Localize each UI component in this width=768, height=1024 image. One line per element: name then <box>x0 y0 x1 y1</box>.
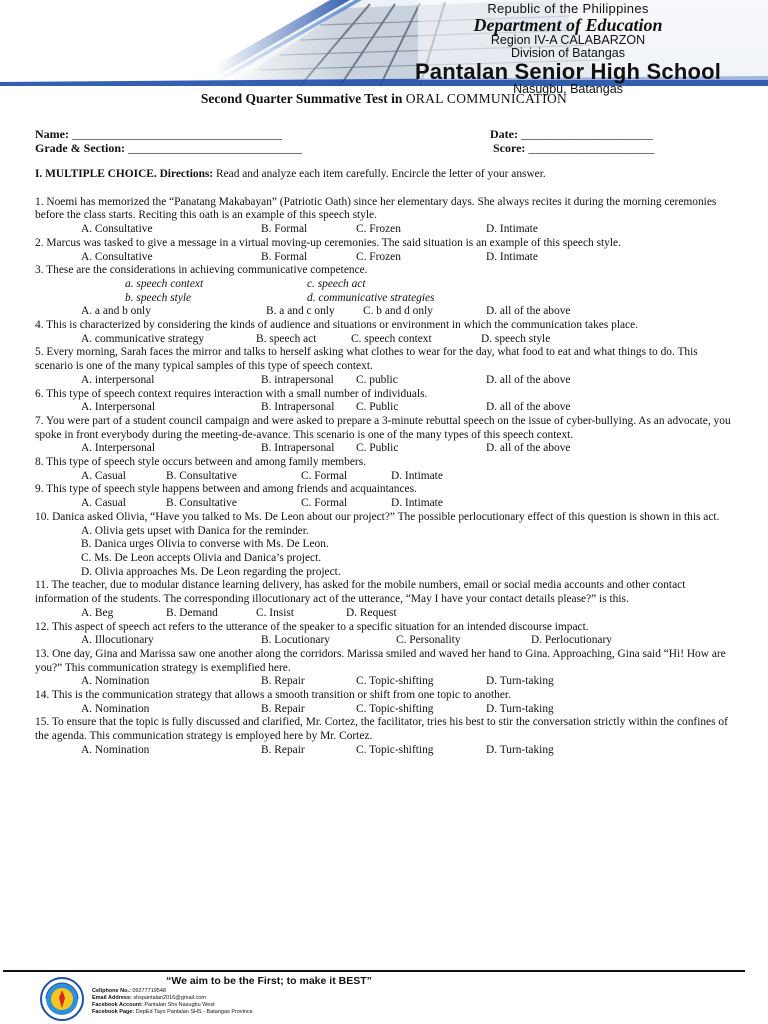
question-stem: 9. This type of speech style happens between and among friends and acquaintances. <box>35 483 417 496</box>
answer-option[interactable]: D. speech style <box>481 332 551 345</box>
answer-option[interactable]: C. Insist <box>256 606 294 619</box>
answer-option[interactable]: C. Topic-shifting <box>356 702 434 715</box>
answer-option[interactable]: C. Public <box>356 442 399 455</box>
answer-options <box>35 305 735 319</box>
letterhead <box>0 0 768 96</box>
name-blank[interactable]: ___________________________________ <box>71 127 282 141</box>
answer-option[interactable]: A. interpersonal <box>81 373 155 386</box>
contact-value: DepEd Tayo Pantalan SHS - Batangas Province <box>134 1009 253 1015</box>
answer-option[interactable]: A. Consultative <box>81 223 153 236</box>
answer-option[interactable]: D. Olivia approaches Ms. De Leon regarding the project. <box>81 565 341 578</box>
answer-option[interactable]: B. Formal <box>261 223 308 236</box>
answer-option[interactable]: C. Frozen <box>356 223 401 236</box>
test-content <box>35 168 735 758</box>
contact-value: shspantalan2016@gmail.com <box>131 995 206 1001</box>
sub-option: b. speech style <box>125 291 192 304</box>
directions <box>35 168 735 182</box>
answer-option[interactable]: A. Nomination <box>81 702 150 715</box>
answer-option[interactable]: B. Consultative <box>166 497 237 510</box>
answer-option[interactable]: B. Demand <box>166 606 218 619</box>
grade-section-field[interactable] <box>35 141 302 156</box>
answer-option[interactable]: B. Formal <box>261 250 308 263</box>
answer-option[interactable]: D. Intimate <box>391 497 443 510</box>
answer-option[interactable]: A. communicative strategy <box>81 332 205 345</box>
title-subject: ORAL COMMUNICATION <box>405 91 568 106</box>
grade-blank[interactable]: _____________________________ <box>127 141 302 155</box>
answer-options <box>35 374 735 388</box>
answer-option[interactable]: A. Illocutionary <box>81 634 154 647</box>
answer-option[interactable]: A. Nomination <box>81 675 150 688</box>
answer-option[interactable]: D. all of the above <box>486 442 571 455</box>
answer-option[interactable]: B. Danica urges Olivia to converse with Ms. De Leon. <box>81 538 329 551</box>
answer-option[interactable]: D. Perlocutionary <box>531 634 612 647</box>
answer-option[interactable]: C. Formal <box>301 469 348 482</box>
answer-option[interactable]: D. Turn-taking <box>486 743 554 756</box>
sub-option: d. communicative strategies <box>307 291 435 304</box>
answer-option[interactable]: D. all of the above <box>486 401 571 414</box>
answer-option[interactable]: B. Intrapersonal <box>261 442 335 455</box>
answer-option[interactable]: C. Topic-shifting <box>356 675 434 688</box>
sub-option: c. speech act <box>307 277 366 290</box>
contact-label: Facebook Account: <box>92 1002 143 1008</box>
score-label: Score: <box>493 141 526 155</box>
answer-option[interactable]: A. Olivia gets upset with Danica for the reminder. <box>81 524 309 537</box>
directions-heading: I. MULTIPLE CHOICE. Directions: <box>35 168 214 180</box>
answer-option[interactable]: B. Repair <box>261 702 305 715</box>
school-motto <box>0 975 768 987</box>
question-stem: 13. One day, Gina and Marissa saw one another along the corridors. Marissa smiled and waved her hand to Gina. Approaching, Gina said “Hi! How are you?” This communication strategy is exemplified here. <box>35 647 726 674</box>
contact-value: 09277719548 <box>130 988 166 994</box>
school-name: Pantalan Senior High School <box>414 59 722 84</box>
answer-option[interactable]: C. speech context <box>351 332 432 345</box>
answer-option[interactable]: D. Request <box>346 606 397 619</box>
answer-options <box>35 401 735 415</box>
answer-option[interactable]: A. Consultative <box>81 250 153 263</box>
score-blank[interactable]: _____________________ <box>528 141 655 155</box>
answer-option[interactable]: A. a and b only <box>81 305 151 318</box>
answer-option[interactable]: D. Turn-taking <box>486 702 554 715</box>
footer-divider <box>3 970 745 972</box>
letterhead-text <box>398 2 738 95</box>
answer-option[interactable]: D. Turn-taking <box>486 675 554 688</box>
question-stem: 10. Danica asked Olivia, “Have you talked to Ms. De Leon about our project?” The possible perlocutionary effect of this question is shown in this act. <box>35 510 720 523</box>
question-stem: 6. This type of speech context requires interaction with a small number of individuals. <box>35 387 428 400</box>
answer-option[interactable]: A. Interpersonal <box>81 442 156 455</box>
republic-line: Republic of the Philippines <box>487 1 649 16</box>
answer-option[interactable]: B. a and c only <box>266 305 335 318</box>
school-location: Nasugbu, Batangas <box>513 82 623 96</box>
answer-options <box>35 497 735 511</box>
question-stem: 4. This is characterized by considering the kinds of audience and situations or environment in which the communication takes place. <box>35 319 639 332</box>
question-stem: 1. Noemi has memorized the “Panatang Makabayan” (Patriotic Oath) since her elementary days. She always recites it during the morning ceremonies before the class starts. Reciting this oath is an example of this speech style. <box>35 195 717 222</box>
contact-value: Pantalan Shs Nasugbu West <box>142 1002 215 1008</box>
date-label: Date: <box>490 127 518 141</box>
contact-row <box>92 1002 253 1009</box>
contact-info <box>92 988 253 1016</box>
score-field[interactable] <box>493 141 654 156</box>
answer-option[interactable]: C. public <box>356 373 398 386</box>
answer-option[interactable]: A. Nomination <box>81 743 150 756</box>
answer-option[interactable]: B. Repair <box>261 675 305 688</box>
sub-option-row <box>35 292 735 306</box>
answer-options <box>35 607 735 621</box>
answer-option[interactable]: C. Ms. De Leon accepts Olivia and Danica’s project. <box>81 551 322 564</box>
region-line: Region IV-A CALABARZON <box>490 33 646 47</box>
question-stem: 15. To ensure that the topic is fully discussed and clarified, Mr. Cortez, the facilitator, tries his best to stir the conversation strictly within the confines of the agenda. This communication strategy is employed here by Mr. Cortez. <box>35 716 728 743</box>
answer-options <box>35 634 735 648</box>
answer-option[interactable]: B. Intrapersonal <box>261 401 335 414</box>
contact-row <box>92 1009 253 1016</box>
question-stem: 2. Marcus was tasked to give a message in a virtual moving-up ceremonies. The said situation is an example of this speech style. <box>35 236 621 249</box>
answer-option[interactable]: D. all of the above <box>486 373 571 386</box>
contact-row <box>92 988 253 995</box>
answer-option[interactable]: A. Casual <box>81 469 126 482</box>
answer-options <box>35 333 735 347</box>
answer-option[interactable]: B. Locutionary <box>261 634 330 647</box>
grade-label: Grade & Section: <box>35 141 125 155</box>
answer-options <box>35 442 735 456</box>
answer-option[interactable]: C. Personality <box>396 634 461 647</box>
contact-label: Facebook Page: <box>92 1009 135 1015</box>
question-stem: 8. This type of speech style occurs between and among family members. <box>35 456 366 469</box>
school-seal-logo <box>40 977 84 1021</box>
answer-options <box>35 251 735 265</box>
answer-option[interactable]: D. all of the above <box>486 305 571 318</box>
answer-option[interactable]: D. Intimate <box>391 469 443 482</box>
question-stem: 12. This aspect of speech act refers to the utterance of the speaker to a specific situation for an intended discourse impact. <box>35 620 589 633</box>
date-field[interactable] <box>490 127 653 142</box>
question-stem: 7. You were part of a student council campaign and were asked to prepare a 3-minute rebuttal speech on the issue of cyber-bullying. As an advocate, you spoke in front everybody during the meeting-de-avance. This scenario is one of the many types of this speech context. <box>35 414 731 441</box>
answer-options <box>35 703 735 717</box>
answer-option[interactable]: C. b and d only <box>363 305 433 318</box>
name-field[interactable] <box>35 127 282 142</box>
sub-option: a. speech context <box>125 277 204 290</box>
answer-option[interactable]: A. Beg <box>81 606 114 619</box>
directions-text: Read and analyze each item carefully. Encircle the letter of your answer. <box>213 168 546 180</box>
test-title <box>0 91 768 107</box>
title-main: Second Quarter Summative Test in <box>200 91 406 106</box>
name-label: Name: <box>35 127 69 141</box>
answer-options <box>35 470 735 484</box>
answer-option[interactable]: D. Intimate <box>486 250 538 263</box>
answer-option[interactable]: C. Formal <box>301 497 348 510</box>
answer-option[interactable]: B. Repair <box>261 743 305 756</box>
question-stem: 11. The teacher, due to modular distance learning delivery, has asked for the mobile numbers, email or social media accounts and other contact information of the students. The corresponding illocutionary act of the utterance, “May I have your contact details please?” is this. <box>35 579 686 606</box>
answer-option[interactable]: B. Consultative <box>166 469 237 482</box>
division-line: Division of Batangas <box>511 46 625 60</box>
answer-option[interactable]: C. Public <box>356 401 399 414</box>
contact-label: Cellphone No.: <box>92 988 131 994</box>
answer-option[interactable]: D. Intimate <box>486 223 538 236</box>
answer-option[interactable]: A. Interpersonal <box>81 401 156 414</box>
question-stem: 5. Every morning, Sarah faces the mirror and talks to herself asking what clothes to wear for the day, what food to eat and what things to do. This scenario is one of the many typical samples of this type of speech context. <box>35 346 698 373</box>
answer-options <box>35 223 735 237</box>
department-line: Department of Education <box>473 15 663 35</box>
sub-option-row <box>35 278 735 292</box>
answer-options <box>35 744 735 758</box>
question-stem: 14. This is the communication strategy that allows a smooth transition or shift from one topic to another. <box>35 689 511 702</box>
answer-option[interactable]: B. intrapersonal <box>261 373 334 386</box>
question-stem: 3. These are the considerations in achieving communicative competence. <box>35 264 368 277</box>
answer-options <box>35 675 735 689</box>
answer-option[interactable]: C. Topic-shifting <box>356 743 434 756</box>
contact-row <box>92 995 253 1002</box>
motto-text: “We aim to be the First; to make it BEST” <box>166 975 372 987</box>
answer-option[interactable]: A. Casual <box>81 497 126 510</box>
answer-option[interactable]: B. speech act <box>256 332 317 345</box>
answer-option[interactable]: C. Frozen <box>356 250 401 263</box>
contact-label: Email Address: <box>92 995 132 1001</box>
question-list <box>35 196 735 758</box>
date-blank[interactable]: ______________________ <box>520 127 653 141</box>
